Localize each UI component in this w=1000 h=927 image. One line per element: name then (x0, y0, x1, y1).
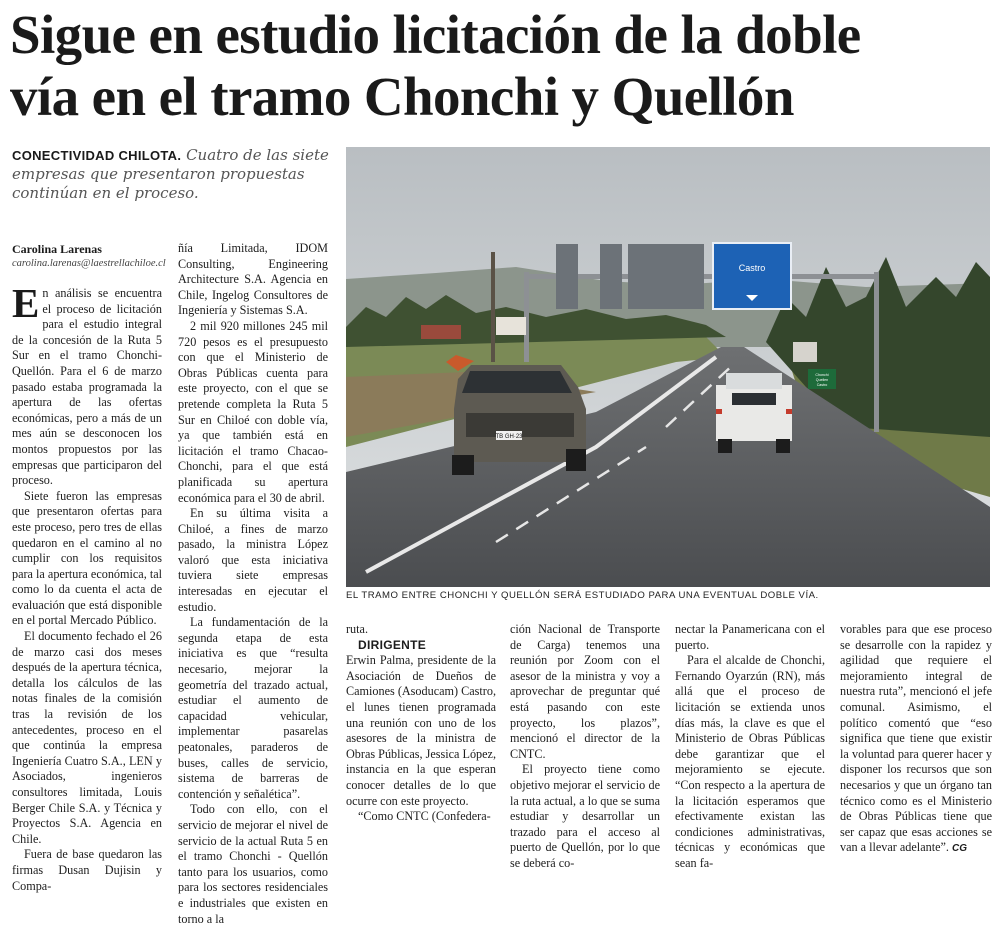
paragraph: ñía Limitada, IDOM Consulting, Engineering Architecture S.A. Agencia en Chile, Ingelog Consultores de Ingeniería y Sistemas S.A. (178, 241, 328, 318)
suv-tire-right (566, 449, 586, 471)
author-name: Carolina Larenas (12, 242, 102, 256)
blank-sign-3 (628, 244, 704, 309)
pickup-tire-left (718, 439, 732, 453)
paragraph: En su última visita a Chiloé, a fines de marzo pasado, la ministra López valoró que esta iniciativa tuviera siete empresas interesadas en ejecutar el estudio. (178, 506, 328, 614)
direction-sign-text: Castro (738, 263, 766, 273)
paragraph: El documento fechado el 26 de marzo casi dos meses después de la apertura técnica, detalla los cálculos de las notas finales de la comisión tras la revisión de los antecedentes, proceso en el que continúa la empresa Ingeniería Cuatro S.A., LEN y Asociados, ingenieros consultores limitada, Louis Berger Chile S.A. y Técnica y Proyectos S.A. Agencia en Chile. (12, 629, 162, 846)
blank-sign-2 (600, 244, 622, 309)
article-column-1 (12, 280, 162, 893)
pickup-tail-light-left (716, 409, 722, 414)
pickup-tail-light-right (786, 409, 792, 414)
road-photo-illustration (346, 147, 990, 587)
suv-windshield (462, 371, 572, 393)
pickup-tire-right (776, 439, 790, 453)
utility-pole (491, 252, 495, 362)
paragraph: nectar la Panamericana con el puerto. (675, 622, 825, 652)
end-mark: CG (952, 843, 967, 855)
article-column-4 (510, 622, 660, 870)
article-column-5 (675, 622, 825, 870)
paragraph: Siete fueron las empresas que presentaron ofertas para este proceso, pero tres de ellas quedaron en el camino al no cumplir con los requisitos para la apertura económica, tal como lo da cuenta el acta de evaluación que está disponible en el portal Mercado Público. (12, 488, 162, 628)
article-column-2 (178, 241, 328, 926)
small-sign-line-2: Queilen (815, 378, 829, 382)
headline (10, 4, 995, 128)
byline (12, 241, 187, 271)
paragraph: Para el alcalde de Chonchi, Fernando Oyarzún (RN), más allá que el proceso de licitación se extienda unos días más, la clave es que el Ministerio de Obras Públicas debe garantizar que el mejoramiento se ejecute. “Con respecto a la apertura de la licitación esperamos que efectivamente existan las condiciones administrativas, técnicas y económicas que sean fa- (675, 653, 825, 870)
subhead-text: Cuatro de las siete empresas que presentaron propuestas continúan en el proceso. (12, 146, 329, 202)
paragraph: Fuera de base quedaron las firmas Dusan Dujisin y Compa- (12, 847, 162, 893)
paragraph: La fundamentación de la segunda etapa de esta iniciativa es que “resulta necesario, mejorar la geometría del trazado actual, estudiar el aumento de capacidad vehicular, implementar pasarelas peatonales, paraderos de buses, calles de servicio, sistema de barreras de contención y señalética”. (178, 615, 328, 801)
suv-tire-left (452, 455, 474, 475)
small-sign-line-3: Castro (816, 383, 828, 387)
headline-line-2: vía en el tramo Chonchi y Quellón (10, 66, 794, 127)
headline-line-1: Sigue en estudio licitación de la doble (10, 4, 861, 65)
paragraph: Todo con ello, con el servicio de mejorar el nivel de servicio de la actual Ruta 5 en el tramo Chonchi - Quellón tanto para los usuarios, como para los sectores residenciales e industriales que existen en torno a la (178, 802, 328, 926)
house-red (421, 325, 461, 339)
paragraph: Erwin Palma, presidente de la Asociación de Dueños de Camiones (Asoducam) Castro, el lunes tienen programada una reunión con uno de los asesores de la ministra de Obras Públicas, Jessica López, instancia en la que esperan conocer detalles de lo que ocurre con este proyecto. (346, 653, 496, 808)
house-white (496, 317, 526, 335)
author-email[interactable]: carolina.larenas@laestrellachiloe.cl (12, 258, 166, 269)
small-sign-line-1: Chonchi (815, 373, 829, 377)
paragraph: El proyecto tiene como objetivo mejorar el servicio de la ruta actual, a lo que se suma estudiar y desarrollar un trazado para el acceso al puerto de Quellón, por lo que se deberá co- (510, 762, 660, 870)
paragraph: vorables para que ese proceso se desarrolle con la rapidez y agilidad que requiere el mejoramiento integral de nuestra ruta”, mencionó el jefe comunal. Asimismo, el político comentó que “eso significa que tiene que existir la voluntad para querer hacer y disponer los recursos que son necesarios y que un órgano tan técnico como es el Ministerio de Obras Públicas tiene que ser capaz que esas acciones se van a llevar adelante”. CG (840, 622, 992, 855)
paragraph: 2 mil 920 millones 245 mil 720 pesos es el presupuesto con que el Ministerio de Obras Públicas cuenta para este proyecto, con el que se pretende completa la Ruta 5 Sur en Chiloé con doble vía, ya que también está en licitación el tramo Chacao-Chonchi, para el que está planificada su apertura económica para el 30 de abril. (178, 318, 328, 505)
suv-plate-text: TB GH·23 (495, 434, 523, 440)
paragraph: “Como CNTC (Confedera- (358, 809, 491, 824)
blank-sign-1 (556, 244, 578, 309)
subhead (12, 146, 330, 203)
article-column-3 (346, 622, 496, 837)
section-subtitle: DIRIGENTE (358, 637, 427, 652)
article-column-6 (840, 622, 992, 855)
pickup-rear-window (732, 393, 776, 405)
pickup-cab (726, 373, 782, 389)
drop-cap: E (12, 280, 40, 326)
distant-truck (793, 342, 817, 362)
road-photo (346, 147, 990, 587)
gantry-pole-right (874, 272, 879, 432)
photo-caption: EL TRAMO ENTRE CHONCHI Y QUELLÓN SERÁ ESTUDIADO PARA UNA EVENTUAL DOBLE VÍA. (346, 590, 819, 601)
subhead-kicker: CONECTIVIDAD CHILOTA. (12, 148, 182, 163)
paragraph: ruta. (346, 622, 368, 636)
paragraph: En análisis se encuentra el proceso de licitación para el estudio integral de la concesión de la Ruta 5 Sur en el tramo Chonchi-Quellón. Para el 6 de marzo pasado estaba programada la apertura de las ofertas económicas, pero a más de un mes aún se desconocen los montos propuestos por las empresas que participaron del proceso. (12, 280, 162, 488)
paragraph: ción Nacional de Transporte de Carga) tenemos una reunión por Zoom con el asesor de la ministra y voy a aprovechar de preguntar qué está pasando con este proyecto, los plazos”, mencionó el director de la CNTC. (510, 622, 660, 761)
